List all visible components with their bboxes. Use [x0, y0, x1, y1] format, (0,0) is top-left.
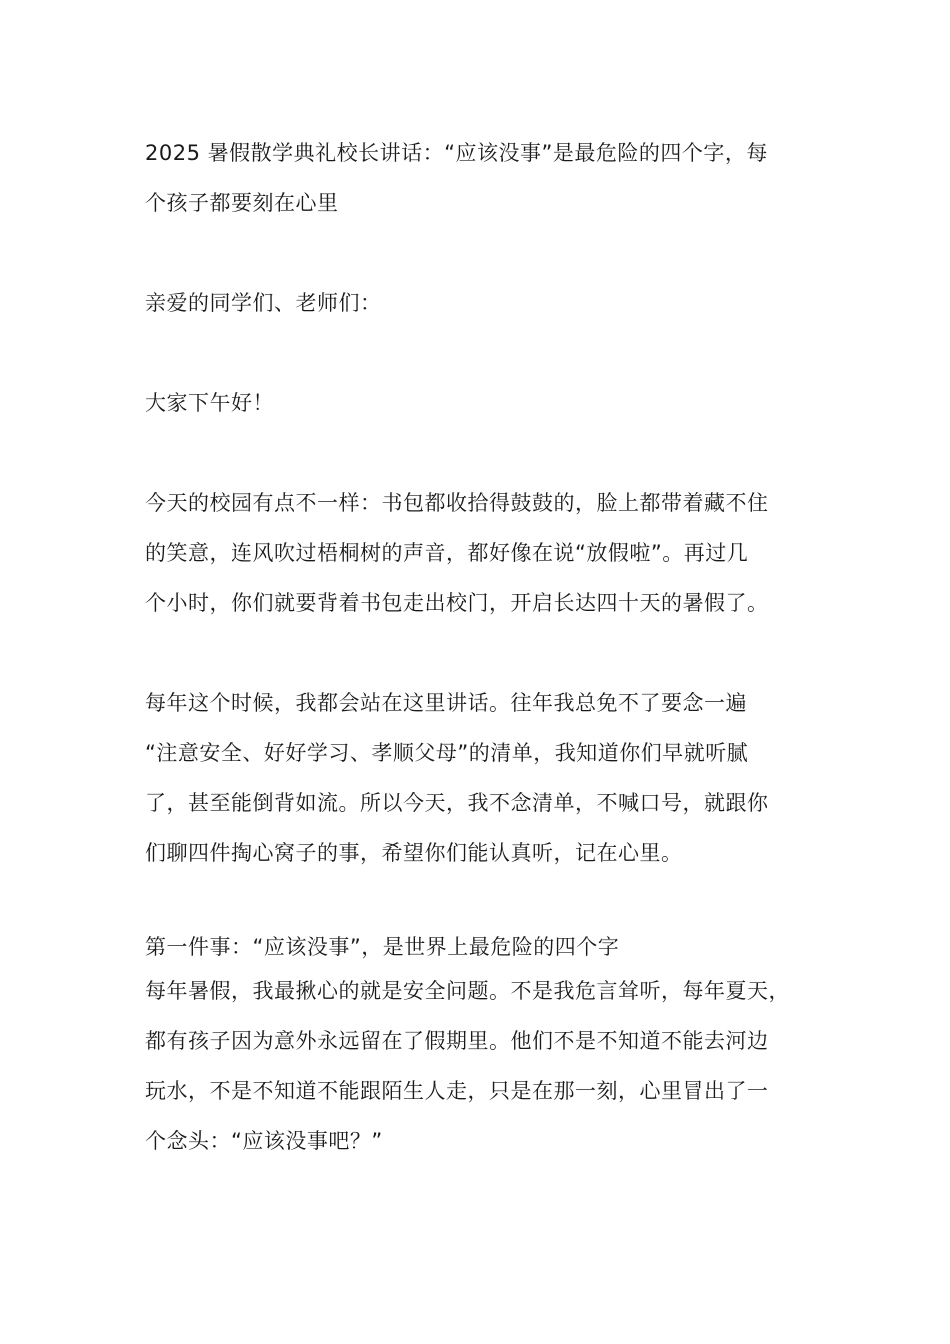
paragraph-line: 个念头：“应该没事吧？”: [145, 1129, 383, 1153]
paragraph-safety: [145, 966, 835, 1166]
greeting: [145, 378, 835, 428]
section-heading-text: 第一件事：“应该没事”，是世界上最危险的四个字: [145, 935, 620, 959]
paragraph-intro: [145, 678, 835, 878]
paragraph-line: 都有孩子因为意外永远留在了假期里。他们不是不知道不能去河边: [145, 1029, 769, 1053]
paragraph-line: 了，甚至能倒背如流。所以今天，我不念清单，不喊口号，就跟你: [145, 791, 769, 815]
title-line: 个孩子都要刻在心里: [145, 191, 339, 215]
salutation: [145, 278, 835, 328]
section-heading: [145, 928, 835, 966]
paragraph-opening: [145, 478, 835, 628]
paragraph-line: 们聊四件掏心窝子的事，希望你们能认真听，记在心里。: [145, 841, 683, 865]
paragraph-line: 每年这个时候，我都会站在这里讲话。往年我总免不了要念一遍: [145, 691, 747, 715]
paragraph-line: 今天的校园有点不一样：书包都收拾得鼓鼓的，脸上都带着藏不住: [145, 491, 769, 515]
greeting-text: 大家下午好！: [145, 391, 274, 415]
paragraph-line: “注意安全、好好学习、孝顺父母”的清单，我知道你们早就听腻: [145, 741, 749, 765]
document-title: [145, 128, 835, 228]
title-line: 2025 暑假散学典礼校长讲话：“应该没事”是最危险的四个字，每: [145, 141, 768, 165]
paragraph-line: 玩水，不是不知道不能跟陌生人走，只是在那一刻，心里冒出了一: [145, 1079, 769, 1103]
paragraph-line: 的笑意，连风吹过梧桐树的声音，都好像在说“放假啦”。再过几: [145, 541, 749, 565]
salutation-text: 亲爱的同学们、老师们：: [145, 291, 382, 315]
paragraph-line: 每年暑假，我最揪心的就是安全问题。不是我危言耸听，每年夏天，: [145, 979, 790, 1003]
document-body: [145, 128, 835, 1166]
paragraph-line: 个小时，你们就要背着书包走出校门，开启长达四十天的暑假了。: [145, 591, 769, 615]
